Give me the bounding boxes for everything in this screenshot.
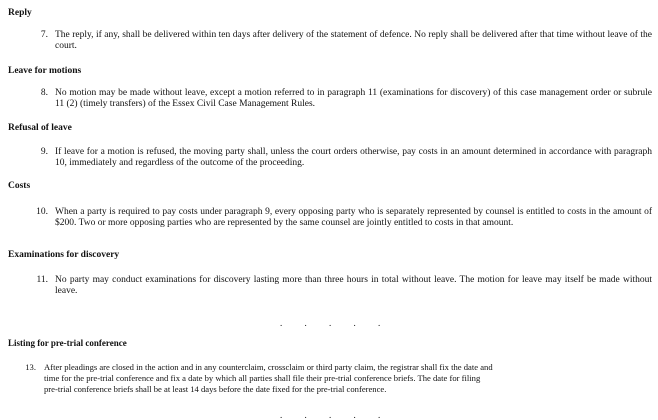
heading-costs: Costs <box>8 181 31 191</box>
heading-reply: Reply <box>8 8 32 18</box>
paragraph-number: 10. <box>36 207 48 217</box>
heading-listing-pre-trial: Listing for pre-trial conference <box>8 338 127 348</box>
paragraph-line: time for the pre-trial conference and fix a date by which all parties shall file their pre-trial conference briefs. The date for filing <box>44 373 481 383</box>
section-separator: . . . . . <box>280 318 391 328</box>
paragraph-number: 9. <box>40 147 48 157</box>
paragraph-line: pre-trial conference briefs shall be at least 14 days before the date fixed for the pre-trial conference. <box>44 384 387 394</box>
bottom-separator: . . . . . <box>280 410 391 420</box>
paragraph-number: 13. <box>25 362 36 372</box>
paragraph-10 <box>30 207 652 228</box>
paragraph-number: 8. <box>40 88 48 98</box>
paragraph-9 <box>30 147 652 168</box>
paragraph-text <box>44 362 582 395</box>
paragraph-13 <box>22 362 582 395</box>
paragraph-text: No motion may be made without leave, except a motion referred to in paragraph 11 (examinations for discovery) of this case management order or subrule 11 (2) (timely transfers) of the Essex Civil Case Management Rules. <box>55 88 652 109</box>
paragraph-11 <box>30 275 652 296</box>
paragraph-text: The reply, if any, shall be delivered within ten days after delivery of the statement of defence. No reply shall be delivered after that time without leave of the court. <box>55 30 652 51</box>
paragraph-text: If leave for a motion is refused, the moving party shall, unless the court orders otherwise, pay costs in an amount determined in accordance with paragraph 10, immediately and regardless of the outcome of the proceeding. <box>55 147 652 168</box>
paragraph-number: 11. <box>36 275 48 285</box>
heading-refusal-of-leave: Refusal of leave <box>8 123 72 133</box>
paragraph-text: No party may conduct examinations for discovery lasting more than three hours in total without leave. The motion for leave may itself be made without leave. <box>55 275 652 296</box>
paragraph-7 <box>30 30 652 51</box>
paragraph-text: When a party is required to pay costs under paragraph 9, every opposing party who is separately represented by counsel is entitled to costs in the amount of $200. Two or more opposing parties who are represented by the same counsel are jointly entitled to costs in that amount. <box>55 207 652 228</box>
paragraph-line: After pleadings are closed in the action and in any counterclaim, crossclaim or third party claim, the registrar shall fix the date and <box>44 362 493 372</box>
heading-leave-for-motions: Leave for motions <box>8 66 82 76</box>
paragraph-8 <box>30 88 652 109</box>
heading-examinations-for-discovery: Examinations for discovery <box>8 250 120 260</box>
paragraph-number: 7. <box>40 30 48 40</box>
